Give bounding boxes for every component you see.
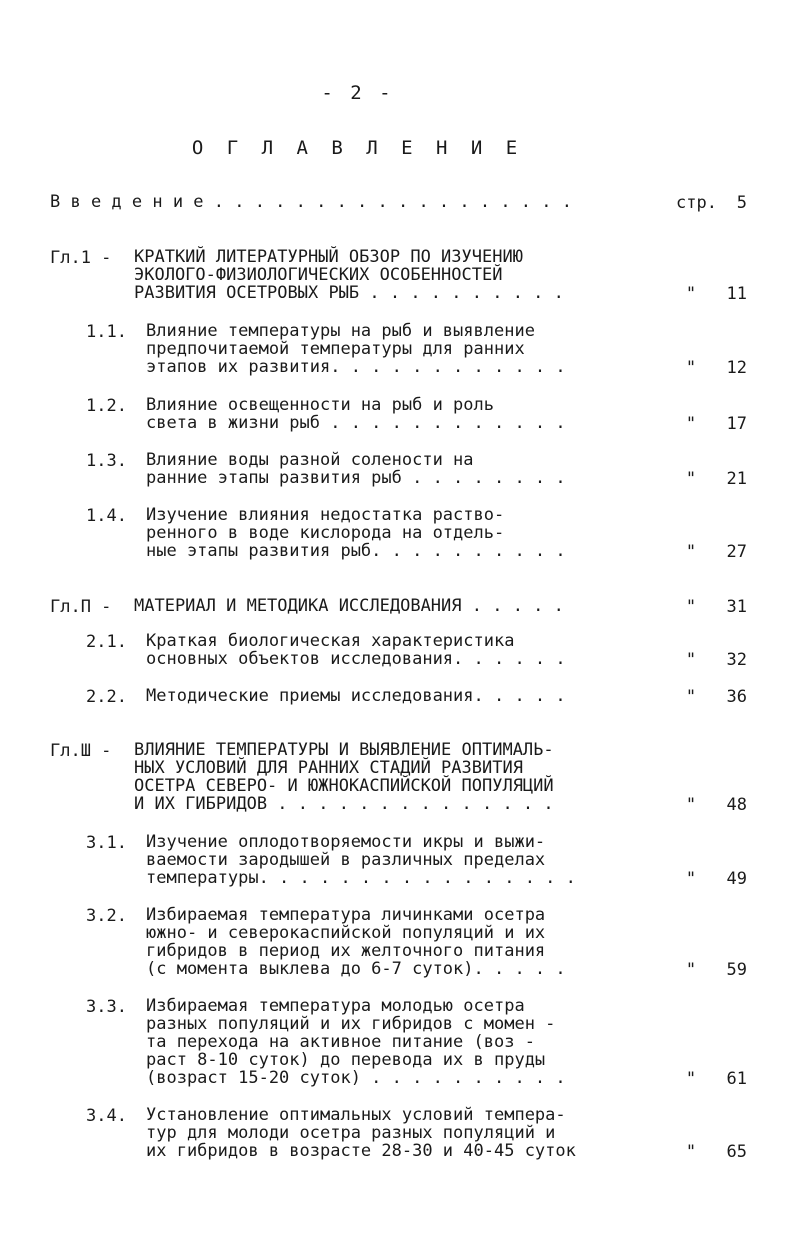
toc-entry-number: 1.2.	[86, 396, 127, 416]
toc-entry-line: предпочитаемой температуры для ранних	[146, 339, 525, 359]
toc-page-number: 36	[726, 687, 747, 707]
toc-entry-line: раст 8-10 суток) до перевода их в пруды	[146, 1050, 546, 1070]
toc-page-number: 65	[726, 1142, 747, 1162]
toc-entry-title	[146, 632, 566, 668]
toc-ditto-mark: "	[685, 650, 697, 670]
toc-entry-title	[146, 451, 566, 487]
toc-ditto-mark: "	[685, 1069, 697, 1089]
toc-entry-line: (возраст 15-20 суток) . . . . . . . . . .	[146, 1068, 566, 1088]
toc-entry-number: 2.2.	[86, 687, 127, 707]
toc-entry-number: Гл.Ш -	[50, 741, 112, 761]
toc-entry-line: КРАТКИЙ ЛИТЕРАТУРНЫЙ ОБЗОР ПО ИЗУЧЕНИЮ	[134, 247, 523, 267]
toc-entry-line: ВЛИЯНИЕ ТЕМПЕРАТУРЫ И ВЫЯВЛЕНИЕ ОПТИМАЛЬ-	[134, 740, 554, 760]
toc-entry-number: 3.2.	[86, 906, 127, 926]
toc-entry-title	[134, 741, 554, 813]
toc-entry-line: ЭКОЛОГО-ФИЗИОЛОГИЧЕСКИХ ОСОБЕННОСТЕЙ	[134, 265, 503, 285]
toc-entry-line: основных объектов исследования. . . . . .	[146, 649, 566, 669]
toc-page-number: 59	[726, 960, 747, 980]
toc-entry-line: та перехода на активное питание (воз -	[146, 1032, 535, 1052]
toc-entry-number: 2.1.	[86, 632, 127, 652]
toc-page-number: 12	[726, 358, 747, 378]
toc-entry-title	[134, 248, 564, 302]
toc-entry-title	[146, 396, 566, 432]
toc-entry-line: гибридов в период их желточного питания	[146, 941, 546, 961]
toc-entry-line: (с момента выклева до 6-7 суток). . . . .	[146, 959, 566, 979]
toc-ditto-mark: "	[685, 414, 697, 434]
toc-entry-line: Избираемая температура молодью осетра	[146, 996, 525, 1016]
toc-entry-line: Методические приемы исследования. . . . .	[146, 686, 566, 706]
toc-entry-title	[50, 193, 572, 211]
toc-entry-title	[146, 833, 576, 887]
toc-entry-line: ные этапы развития рыб. . . . . . . . . .	[146, 541, 566, 561]
toc-page-number: 49	[726, 869, 747, 889]
toc-entry-title	[134, 597, 564, 615]
toc-page-number: 11	[726, 284, 747, 304]
toc-page-number: 61	[726, 1069, 747, 1089]
toc-ditto-mark: "	[685, 687, 697, 707]
toc-page-number: 17	[726, 414, 747, 434]
toc-ditto-mark: стр.	[676, 193, 717, 213]
toc-entry-line: ОСЕТРА СЕВЕРО- И ЮЖНОКАСПИЙСКОЙ ПОПУЛЯЦИЙ	[134, 776, 554, 796]
toc-entry-title	[146, 1106, 576, 1160]
toc-ditto-mark: "	[685, 469, 697, 489]
toc-entry-line: Установление оптимальных условий темпера-	[146, 1105, 566, 1125]
toc-ditto-mark: "	[685, 284, 697, 304]
page-title: О Г Л А В Л Е Н И Е	[191, 137, 524, 159]
toc-page-number: 21	[726, 469, 747, 489]
toc-entry-line: НЫХ УСЛОВИЙ ДЛЯ РАННИХ СТАДИЙ РАЗВИТИЯ	[134, 758, 523, 778]
toc-page-number: 48	[726, 795, 747, 815]
toc-entry-line: РАЗВИТИЯ ОСЕТРОВЫХ РЫБ . . . . . . . . . .	[134, 283, 564, 303]
toc-page-number: 32	[726, 650, 747, 670]
toc-ditto-mark: "	[685, 542, 697, 562]
toc-entry-number: Гл.1 -	[50, 248, 112, 268]
toc-ditto-mark: "	[685, 869, 697, 889]
toc-entry-line: их гибридов в возрасте 28-30 и 40-45 суток	[146, 1141, 576, 1161]
toc-ditto-mark: "	[685, 597, 697, 617]
toc-entry-number: Гл.П -	[50, 597, 112, 617]
toc-ditto-mark: "	[685, 795, 697, 815]
toc-entry-number: 1.3.	[86, 451, 127, 471]
toc-page-number: 27	[726, 542, 747, 562]
toc-ditto-mark: "	[685, 358, 697, 378]
toc-entry-line: В в е д е н и е . . . . . . . . . . . . . . . . . .	[50, 192, 572, 212]
toc-entry-line: этапов их развития. . . . . . . . . . . .	[146, 357, 566, 377]
toc-entry-line: тур для молоди осетра разных популяций и	[146, 1123, 556, 1143]
toc-page-number: 5	[736, 193, 747, 213]
toc-entry-number: 3.1.	[86, 833, 127, 853]
toc-ditto-mark: "	[685, 1142, 697, 1162]
toc-entry-line: Избираемая температура личинками осетра	[146, 905, 546, 925]
toc-entry-line: Влияние воды разной солености на	[146, 450, 474, 470]
toc-entry-title	[146, 687, 566, 705]
toc-entry-line: Краткая биологическая характеристика	[146, 631, 515, 651]
toc-entry-number: 3.4.	[86, 1106, 127, 1126]
toc-entry-line: разных популяций и их гибридов с момен -	[146, 1014, 556, 1034]
toc-entry-line: южно- и северокаспийской популяций и их	[146, 923, 546, 943]
toc-entry-line: ваемости зародышей в различных пределах	[146, 850, 546, 870]
toc-entry-line: ренного в воде кислорода на отдель-	[146, 523, 505, 543]
toc-entry-line: Изучение оплодотворяемости икры и выжи-	[146, 832, 546, 852]
toc-entry-number: 1.4.	[86, 506, 127, 526]
toc-entry-line: ранние этапы развития рыб . . . . . . . .	[146, 468, 566, 488]
toc-entry-title	[146, 506, 566, 560]
toc-entry-title	[146, 322, 566, 376]
toc-entry-line: света в жизни рыб . . . . . . . . . . . .	[146, 413, 566, 433]
toc-entry-line: Влияние освещенности на рыб и роль	[146, 395, 494, 415]
toc-entry-line: И ИХ ГИБРИДОВ . . . . . . . . . . . . . .	[134, 794, 554, 814]
toc-entry-title	[146, 997, 566, 1087]
toc-entry-line: МАТЕРИАЛ И МЕТОДИКА ИССЛЕДОВАНИЯ . . . . .	[134, 596, 564, 616]
toc-ditto-mark: "	[685, 960, 697, 980]
toc-entry-line: Влияние температуры на рыб и выявление	[146, 321, 535, 341]
toc-entry-title	[146, 906, 566, 978]
page-number: - 2 -	[321, 82, 394, 104]
toc-entry-line: температуры. . . . . . . . . . . . . . . .	[146, 868, 576, 888]
toc-entry-line: Изучение влияния недостатка раство-	[146, 505, 505, 525]
toc-entry-number: 1.1.	[86, 322, 127, 342]
toc-entry-number: 3.3.	[86, 997, 127, 1017]
toc-page-number: 31	[726, 597, 747, 617]
